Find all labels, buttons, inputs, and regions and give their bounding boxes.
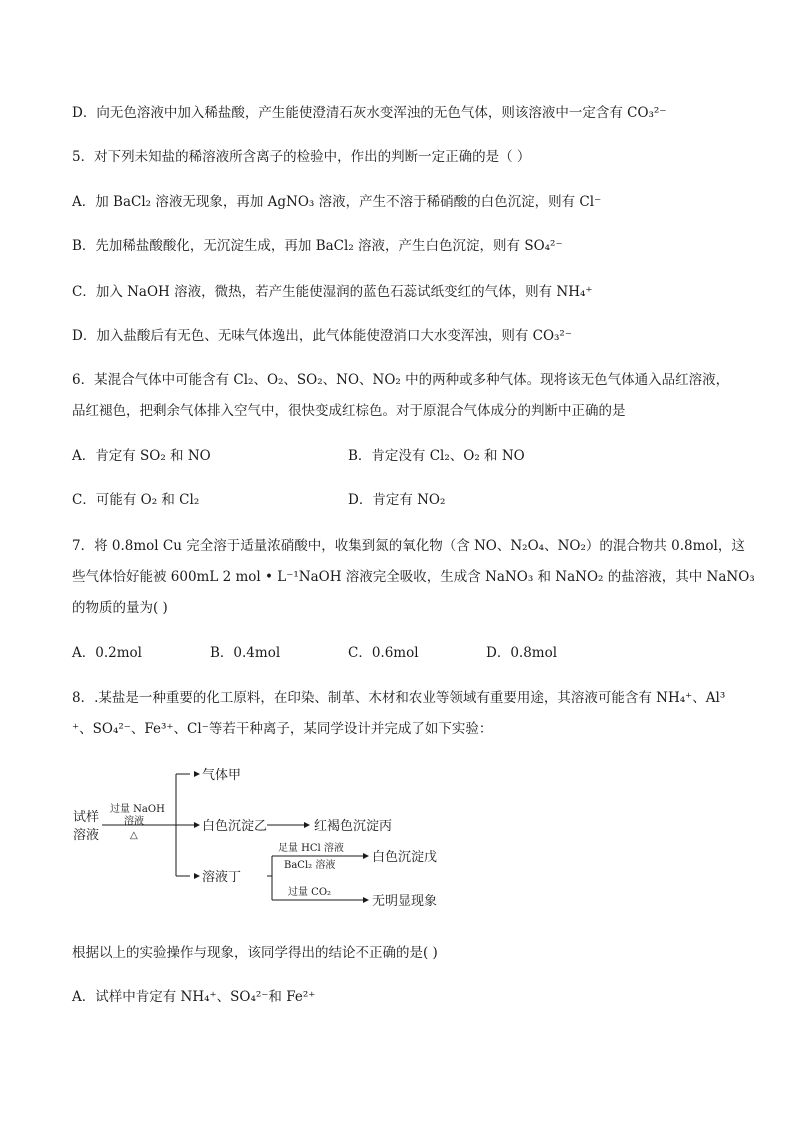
white-precipitate-yi: 白色沉淀乙 xyxy=(202,819,268,834)
q5-option-a: A．加 BaCl₂ 溶液无现象，再加 AgNO₃ 溶液，产生不溶于稀硝酸的白色沉淀，则有 Cl⁻ xyxy=(72,194,602,210)
red-brown-precipitate-bing: 红褐色沉淀丙 xyxy=(314,819,393,834)
arrowhead-gas xyxy=(194,771,200,777)
sample-label-1: 试样 xyxy=(73,810,100,825)
experiment-flow-diagram xyxy=(60,760,460,916)
hcl-label: 足量 HCl 溶液 xyxy=(278,843,344,854)
q6-option-d: D．肯定有 NO₂ xyxy=(348,492,446,508)
q7-option-a: A．0.2mol xyxy=(72,645,142,661)
solution-ding: 溶液丁 xyxy=(202,870,242,885)
co2-label: 过量 CO₂ xyxy=(288,887,332,898)
q5-option-b: B．先加稀盐酸酸化，无沉淀生成，再加 BaCl₂ 溶液，产生白色沉淀，则有 SO₄²⁻ xyxy=(72,238,563,254)
q7-option-d: D．0.8mol xyxy=(486,645,558,661)
reagent-naoh: 过量 NaOH xyxy=(110,804,165,815)
q6-option-a: A．肯定有 SO₂ 和 NO xyxy=(72,448,211,464)
white-precipitate-wu: 白色沉淀戊 xyxy=(372,850,438,865)
no-obvious-phenomenon: 无明显现象 xyxy=(372,894,438,909)
arrowhead-white-precipitate xyxy=(194,822,200,828)
q7-option-c: C．0.6mol xyxy=(348,645,419,661)
q8-stem-line1: 8．.某盐是一种重要的化工原料，在印染、制革、木材和农业等领域有重要用途，其溶液可能含有 NH₄⁺、Al³ xyxy=(72,690,726,706)
q5-option-d: D．加入盐酸后有无色、无味气体逸出，此气体能使澄消口大水变浑浊，则有 CO₃²⁻ xyxy=(72,328,572,344)
heat-symbol: △ xyxy=(130,830,138,841)
q5-stem: 5．对下列未知盐的稀溶液所含离子的检验中，作出的判断一定正确的是（ ） xyxy=(72,149,531,165)
arrowhead-white-precipitate2 xyxy=(363,853,369,859)
q6-stem-line2: 品红褪色，把剩余气体排入空气中，很快变成红棕色。对于原混合气体成分的判断中正确的是 xyxy=(72,403,626,419)
reagent-solution: 溶液 xyxy=(124,816,144,827)
gas-jia: 气体甲 xyxy=(202,768,242,783)
q6-option-c: C．可能有 O₂ 和 Cl₂ xyxy=(72,492,200,508)
q6-stem-line1: 6．某混合气体中可能含有 Cl₂、O₂、SO₂、NO、NO₂ 中的两种或多种气体。现将该无色气体通入品红溶液， xyxy=(72,372,730,388)
arrowhead-red-brown xyxy=(304,822,310,828)
q8-stem-line2: ⁺、SO₄²⁻、Fe³⁺、Cl⁻等若干种离子，某同学设计并完成了如下实验： xyxy=(72,721,493,737)
q8-question: 根据以上的实验操作与现象，该同学得出的结论不正确的是( ) xyxy=(72,945,438,961)
q7-option-b: B．0.4mol xyxy=(210,645,281,661)
q7-stem-line2: 些气体恰好能被 600mL 2 mol • L⁻¹NaOH 溶液完全吸收，生成含 NaNO₃ 和 NaNO₂ 的盐溶液，其中 NaNO₃ xyxy=(72,569,755,585)
q7-stem-line1: 7．将 0.8mol Cu 完全溶于适量浓硝酸中，收集到氮的氧化物（含 NO、N₂O₄、NO₂）的混合物共 0.8mol，这 xyxy=(72,538,745,554)
q7-stem-line3: 的物质的量为( ) xyxy=(72,600,168,616)
q4-option-d: D．向无色溶液中加入稀盐酸，产生能使澄清石灰水变浑浊的无色气体，则该溶液中一定含有 CO₃²⁻ xyxy=(72,105,667,121)
arrowhead-no-phenomenon xyxy=(363,897,369,903)
q5-option-c: C．加入 NaOH 溶液，微热，若产生能使湿润的蓝色石蕊试纸变红的气体，则有 NH₄⁺ xyxy=(72,284,593,300)
arrowhead-solution xyxy=(194,873,200,879)
bacl2-label: BaCl₂ 溶液 xyxy=(284,860,336,871)
q6-option-b: B．肯定没有 Cl₂、O₂ 和 NO xyxy=(348,448,525,464)
sample-label-2: 溶液 xyxy=(73,828,100,843)
q8-option-a: A．试样中肯定有 NH₄⁺、SO₄²⁻和 Fe²⁺ xyxy=(72,989,316,1005)
